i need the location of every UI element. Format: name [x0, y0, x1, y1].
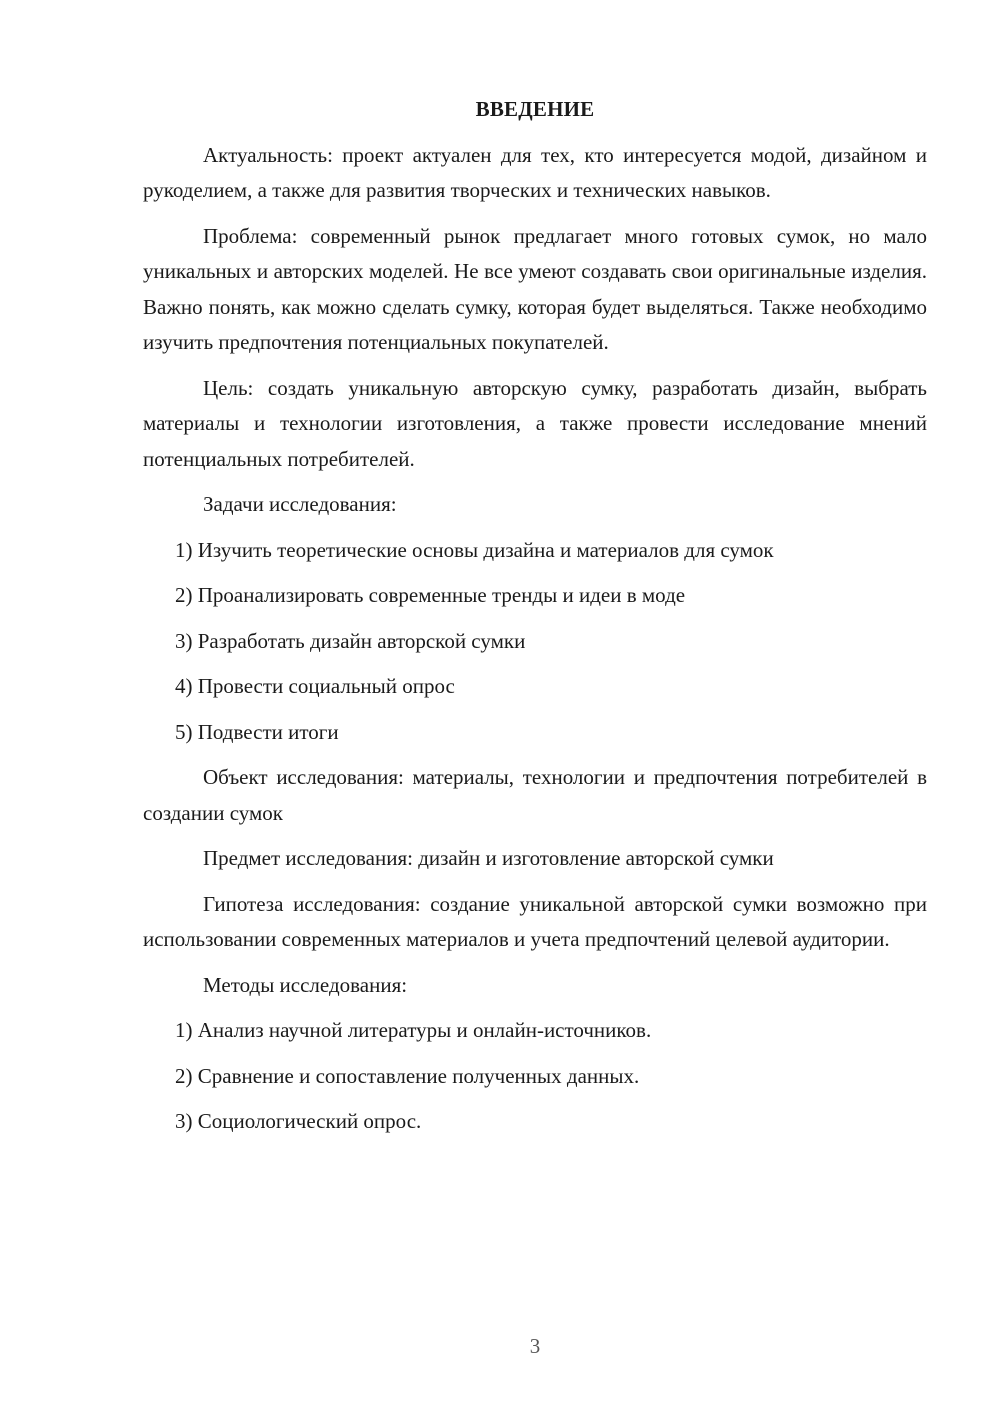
paragraph-goal: Цель: создать уникальную авторскую сумку, разработать дизайн, выбрать материалы и технологии изготовления, а также провести исследование мнений потенциальных потребителей.	[143, 375, 927, 471]
paragraph-hypothesis: Гипотеза исследования: создание уникальной авторской сумки возможно при использовании современных материалов и учета предпочтений целевой аудитории.	[143, 891, 927, 951]
paragraph-object: Объект исследования: материалы, технологии и предпочтения потребителей в создании сумок	[143, 765, 927, 825]
task-item-3: 3) Разработать дизайн авторской сумки	[175, 628, 526, 653]
paragraph-problem: Проблема: современный рынок предлагает много готовых сумок, но мало уникальных и авторских моделей. Не все умеют создавать свои оригинальные изделия. Важно понять, как можно сделать сумку, которая будет выделяться. Также необходимо изучить предпочтения потенциальных покупателей.	[143, 223, 927, 354]
method-item-2: 2) Сравнение и сопоставление полученных данных.	[175, 1063, 640, 1088]
tasks-heading: Задачи исследования:	[203, 492, 397, 516]
page-content	[143, 92, 927, 1150]
task-item-1: 1) Изучить теоретические основы дизайна и материалов для сумок	[175, 537, 774, 562]
method-item-3: 3) Социологический опрос.	[175, 1109, 422, 1133]
paragraph-relevance: Актуальность: проект актуален для тех, кто интересуется модой, дизайном и рукоделием, а также для развития творческих и технических навыков.	[143, 142, 927, 202]
methods-heading: Методы исследования:	[203, 972, 408, 997]
page-title: ВВЕДЕНИЕ	[475, 97, 595, 121]
paragraph-subject: Предмет исследования: дизайн и изготовление авторской сумки	[203, 846, 774, 870]
task-item-4: 4) Провести социальный опрос	[175, 674, 455, 698]
method-item-1: 1) Анализ научной литературы и онлайн-источников.	[175, 1018, 652, 1042]
task-item-2: 2) Проанализировать современные тренды и идеи в моде	[175, 583, 686, 607]
page-number: 3	[529, 1334, 541, 1358]
task-item-5: 5) Подвести итоги	[175, 719, 339, 744]
